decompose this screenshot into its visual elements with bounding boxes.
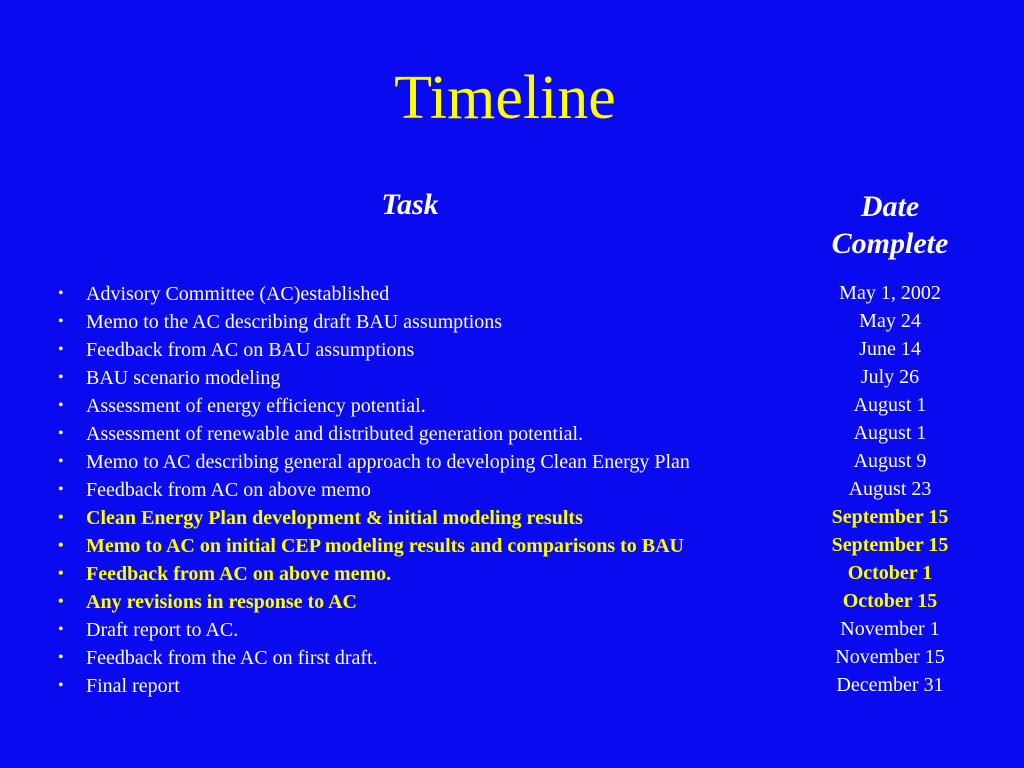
date-item: November 15 [835, 646, 945, 668]
date-list [790, 279, 990, 699]
task-text: BAU scenario modeling [86, 367, 281, 389]
date-item: October 1 [847, 562, 933, 584]
task-text: Final report [86, 675, 180, 697]
task-item [58, 588, 798, 616]
task-item [58, 560, 798, 588]
task-text: Feedback from AC on above memo [86, 479, 371, 501]
date-item: October 15 [842, 590, 938, 612]
date-item: December 31 [836, 674, 944, 696]
date-header-line1: Date [860, 190, 920, 223]
task-item [58, 616, 798, 644]
bullet-icon: • [58, 621, 64, 638]
task-text: Feedback from AC on above memo. [86, 563, 392, 585]
bullet-icon: • [58, 649, 64, 666]
task-text: Any revisions in response to AC [86, 591, 357, 613]
task-item [58, 504, 798, 532]
task-text: Memo to the AC describing draft BAU assumptions [86, 311, 503, 333]
task-text: Memo to AC describing general approach to developing Clean Energy Plan [86, 451, 690, 473]
slide-title: Timeline [394, 64, 616, 132]
bullet-icon: • [58, 565, 64, 582]
task-text: Feedback from AC on BAU assumptions [86, 339, 415, 361]
bullet-icon: • [58, 453, 64, 470]
task-item [58, 420, 798, 448]
bullet-icon: • [58, 481, 64, 498]
task-text: Advisory Committee (AC)established [86, 283, 390, 305]
task-item [58, 280, 798, 308]
date-item: November 1 [840, 618, 940, 640]
bullet-icon: • [58, 593, 64, 610]
task-item [58, 364, 798, 392]
bullet-icon: • [58, 341, 64, 358]
date-header-line2: Complete [831, 227, 949, 260]
date-item: September 15 [831, 534, 949, 556]
task-item [58, 532, 798, 560]
bullet-icon: • [58, 677, 64, 694]
bullet-icon: • [58, 397, 64, 414]
task-text: Clean Energy Plan development & initial modeling results [86, 507, 583, 529]
task-text: Draft report to AC. [86, 619, 239, 641]
date-item: August 1 [853, 422, 927, 444]
task-item [58, 448, 798, 476]
date-item: May 24 [859, 310, 921, 332]
bullet-icon: • [58, 369, 64, 386]
bullet-icon: • [58, 425, 64, 442]
date-item: September 15 [831, 506, 949, 528]
bullet-icon: • [58, 313, 64, 330]
task-text: Assessment of energy efficiency potential. [86, 395, 426, 417]
date-item: August 23 [848, 478, 932, 500]
task-text: Feedback from the AC on first draft. [86, 647, 378, 669]
bullet-icon: • [58, 537, 64, 554]
bullet-icon: • [58, 509, 64, 526]
date-item: July 26 [860, 366, 920, 388]
date-item: May 1, 2002 [839, 282, 941, 304]
task-item [58, 672, 798, 700]
date-item: August 9 [853, 450, 927, 472]
date-item: August 1 [853, 394, 927, 416]
bullet-icon: • [58, 285, 64, 302]
task-text: Assessment of renewable and distributed generation potential. [86, 423, 584, 445]
task-item [58, 644, 798, 672]
task-column-header: Task [381, 188, 439, 221]
task-text: Memo to AC on initial CEP modeling results and comparisons to BAU [86, 535, 684, 557]
date-column-header [790, 188, 990, 262]
task-list [58, 280, 798, 700]
task-item [58, 476, 798, 504]
date-item: June 14 [859, 338, 921, 360]
task-item [58, 392, 798, 420]
task-item [58, 308, 798, 336]
task-item [58, 336, 798, 364]
